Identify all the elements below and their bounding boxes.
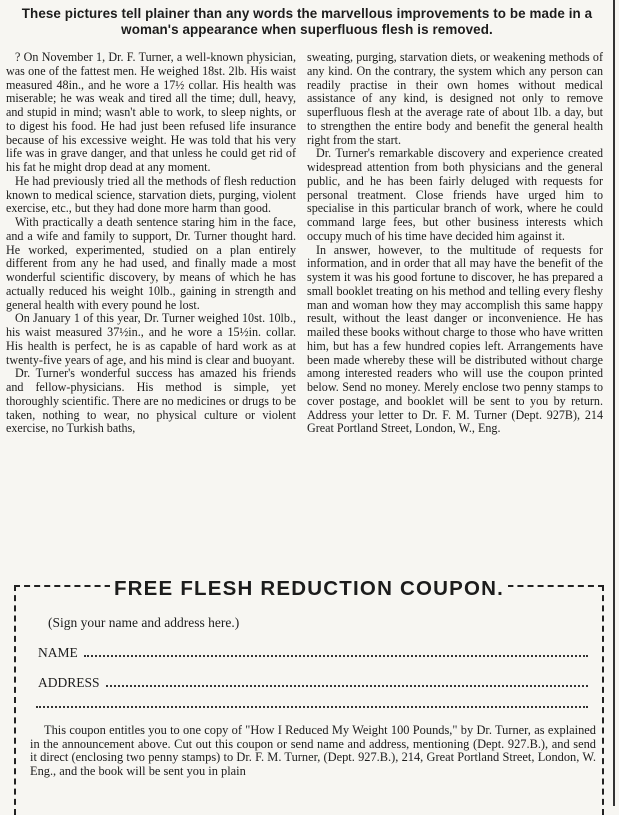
name-line[interactable] — [84, 654, 588, 657]
name-label: NAME — [38, 645, 78, 660]
address-line[interactable] — [106, 684, 588, 687]
paragraph: Dr. Turner's remarkable discovery and experience created widespread attention from both physicians and the general public, and he has been fairly deluged with requests for personal treatment. Close friends have urged him to specialise in this particular branch of work, where he could command large fees, but other business interests which occupy much of his time have decided him against it. — [307, 146, 603, 243]
left-column — [6, 51, 296, 436]
headline: These pictures tell plainer than any words the marvellous improvements to be made in a woman's appearance when superfluous flesh is removed. — [21, 6, 593, 37]
paragraph: With practically a death sentence staring him in the face, and a wife and family to support, Dr. Turner thought hard. He worked, experimented, studied on a plan entirely different from any he had used, and finally made a most wonderful scientific discovery, by means of which he has actually reduced his weight 10lb., gaining in strength and general health with every pound he lost. — [6, 215, 296, 312]
address-label: ADDRESS — [38, 675, 100, 690]
address-field[interactable] — [38, 675, 588, 691]
right-column — [307, 51, 603, 436]
paragraph: sweating, purging, starvation diets, or weakening methods of any kind. On the contrary, the system which any person can readily practise in their own homes without medical assistance of any kind, is designed not only to remove superfluous flesh at the average rate of about 1lb. a day, but to strengthen the entire body and benefit the general health right from the start. — [307, 50, 603, 147]
column-rule — [613, 0, 615, 806]
paragraph: Dr. Turner's wonderful success has amazed his friends and fellow-physicians. His method is simple, yet thoroughly scientific. There are no medicines or drugs to be taken, nothing to wear, no physical culture or violent exercise, no Turkish baths, — [6, 366, 296, 436]
coupon-title-text: FREE FLESH REDUCTION COUPON. — [110, 577, 508, 600]
coupon-title — [16, 577, 602, 601]
address-line-extra[interactable] — [36, 706, 588, 708]
coupon-text: This coupon entitles you to one copy of "How I Reduced My Weight 100 Pounds," by Dr. Turner, as explained in the announcement above. Cut out this coupon or send name and address, mentioning (Dept. 927.B.), and send it direct (enclosing two penny stamps) to Dr. F. M. Turner, (Dept. 927.B.), 214, Great Portland Street, London, W. Eng., and the book will be sent you in plain — [30, 723, 596, 778]
coupon-instruction: (Sign your name and address here.) — [48, 615, 240, 630]
name-field[interactable] — [38, 645, 588, 661]
paragraph: ? On November 1, Dr. F. Turner, a well-known physician, was one of the fattest men. He weighed 18st. 2lb. His waist measured 48in., and he wore a 17½ collar. His health was miserable; he was weak and tired all the time; dull, heavy, and stupid in mind; wasn't able to work, to sleep nights, or to digest his food. He had just been refused life insurance because of his excessive weight. He was told that his very life was in grave danger, and that unless he could get rid of his fat he might drop dead at any moment. — [6, 50, 296, 174]
paragraph: In answer, however, to the multitude of requests for information, and in order that all may have the benefit of the system it was his good fortune to discover, he has prepared a small booklet treating on his method and telling every fleshy man and woman how they may accomplish this same happy result, without the least danger or inconvenience. He has mailed these books without charge to those who have written him, but has a few hundred copies left. Arrangements have been made whereby these will be distributed without charge among interested readers who will use the coupon printed below. Send no money. Merely enclose two penny stamps to cover postage, and booklet will be sent to you by return. Address your letter to Dr. F. M. Turner (Dept. 927B), 214 Great Portland Street, London, W., Eng. — [307, 242, 603, 436]
coupon — [14, 577, 604, 815]
paragraph: He had previously tried all the methods of flesh reduction known to medical science, starvation diets, purging, violent exercise, etc., but they had done more harm than good. — [6, 173, 296, 216]
paragraph: On January 1 of this year, Dr. Turner weighed 10st. 10lb., his waist measured 37½in., and he wore a 15½in. collar. His health is perfect, he is as capable of hard work as at twenty-five years of age, and his mind is clear and buoyant. — [6, 311, 296, 367]
